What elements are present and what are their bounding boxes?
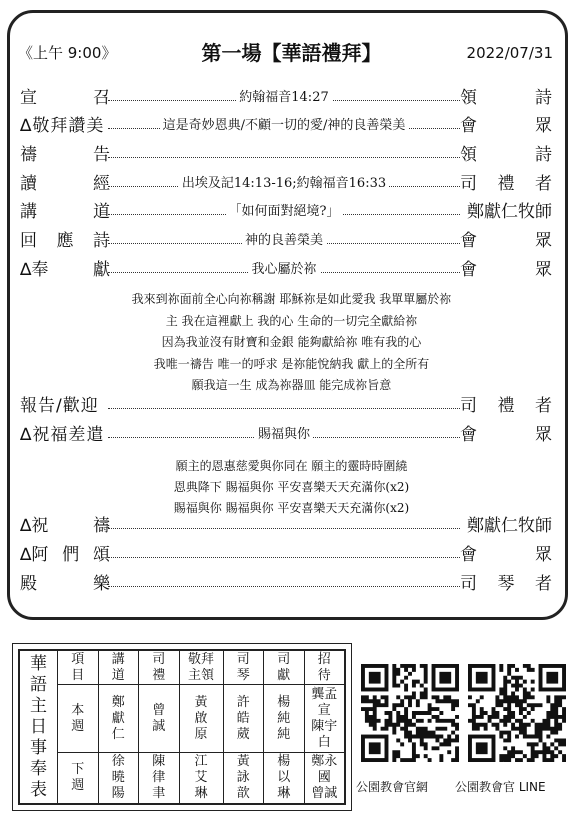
- order-item-content: [108, 423, 460, 447]
- order-item-label-part: ∆奉: [20, 260, 49, 280]
- order-item-role-part: 會: [460, 116, 477, 136]
- order-item-label-part: 獻: [93, 260, 110, 280]
- order-item-label-part: 禱: [20, 145, 37, 165]
- service-title: 第一場【華語禮拜】: [201, 41, 382, 65]
- order-row: [20, 514, 552, 538]
- order-item-content: [108, 86, 460, 110]
- order-item-role: [460, 86, 552, 110]
- order-row: [20, 543, 552, 567]
- order-item-label: [20, 543, 110, 567]
- order-item-content: [108, 114, 460, 138]
- order-item-role-part: 鄭獻仁牧師: [467, 202, 552, 222]
- dot-leader: [108, 586, 460, 587]
- order-item-role-part: 會: [460, 231, 477, 251]
- order-item-role: [460, 572, 552, 596]
- order-row: [20, 572, 552, 596]
- order-item-label-part: 殿: [20, 574, 37, 594]
- order-row: [20, 172, 552, 196]
- website-qr-code[interactable]: [361, 664, 459, 762]
- order-row: [20, 394, 552, 418]
- order-item-label: [20, 114, 110, 138]
- duty-next-week-pianist: 黃詠歆: [223, 752, 264, 803]
- order-item-content: [108, 200, 460, 224]
- order-item-role-part: 鄭獻仁牧師: [467, 516, 552, 536]
- order-item-role: [460, 143, 552, 167]
- order-row: [20, 258, 552, 282]
- order-item-label-part: 回: [20, 231, 37, 251]
- service-date: 2022/07/31: [466, 44, 553, 62]
- order-item-role-part: 者: [535, 174, 552, 194]
- order-item-role: [460, 114, 552, 138]
- order-item-label-part: 應: [56, 231, 74, 251]
- order-item-role: [460, 172, 552, 196]
- line-qr-label: 公園教會官 LINE: [455, 780, 546, 794]
- order-item-label: [20, 86, 110, 110]
- order-item-role-part: 禮: [497, 396, 515, 416]
- order-item-role: [460, 423, 552, 447]
- order-item-role-part: 會: [460, 545, 477, 565]
- duty-next-week-label: 下週: [58, 752, 99, 803]
- order-item-label: [20, 229, 110, 253]
- order-item-label-part: 宣: [20, 88, 37, 108]
- dot-leader: [108, 557, 460, 558]
- dot-leader: [108, 408, 460, 409]
- duty-roster-title: 華語主日事奉表: [20, 651, 58, 804]
- lyric-line: 願主的恩惠慈愛與你同在 願主的靈時時圍繞: [175, 459, 408, 473]
- lyric-line: 我唯一禱告 唯一的呼求 是祢能悅納我 獻上的全所有: [153, 356, 430, 371]
- order-item-label: [20, 514, 110, 538]
- order-row: [20, 143, 552, 167]
- dot-leader: [108, 157, 460, 158]
- order-item-label: [20, 423, 110, 447]
- order-item-label-part: 經: [93, 174, 110, 194]
- order-item-role-part: 司: [460, 174, 477, 194]
- order-item-label-part: ∆阿: [20, 545, 49, 565]
- order-item-role-part: 眾: [535, 116, 552, 136]
- duty-this-week-liturgist: 曾誠: [139, 685, 180, 753]
- order-item-role-part: 會: [460, 260, 477, 280]
- order-item-label: [20, 572, 110, 596]
- duty-header-item: 項目: [58, 651, 99, 685]
- order-item-role-part: 禮: [497, 174, 515, 194]
- order-row: [20, 423, 552, 447]
- duty-next-week-worship-leader: 江艾琳: [179, 752, 223, 803]
- order-item-role: [460, 543, 552, 567]
- order-item-role-part: 琴: [497, 574, 515, 594]
- order-item-role-part: 眾: [535, 260, 552, 280]
- order-item-content-text: 出埃及記14:13-16;約翰福音16:33: [179, 176, 389, 191]
- order-item-content-text: 我心屬於祢: [248, 262, 319, 277]
- order-row: [20, 229, 552, 253]
- order-item-content-text: 賜福與你: [255, 427, 313, 442]
- order-item-content-text: 約翰福音14:27: [236, 90, 331, 105]
- order-item-content: [108, 229, 460, 253]
- duty-next-week-sermon: 徐曉陽: [98, 752, 139, 803]
- lyric-line: 因為我並沒有財寶和金銀 能夠獻給祢 唯有我的心: [161, 335, 422, 349]
- duty-this-week-worship-leader: 黃啟原: [179, 685, 223, 753]
- lyric-line: 主 我在這裡獻上 我的心 生命的一切完全獻給祢: [165, 313, 418, 328]
- dot-leader: [108, 528, 460, 529]
- duty-header-liturgist: 司禮: [139, 651, 180, 685]
- duty-this-week-offering: 楊純純: [264, 685, 305, 753]
- order-item-label-part: 們: [62, 545, 80, 565]
- order-item-content: [108, 172, 460, 196]
- duty-this-week-label: 本週: [58, 685, 99, 753]
- duty-next-week-usher: 鄭永國 曾誠: [304, 752, 345, 803]
- order-item-role: [460, 258, 552, 282]
- lyric-line: 我來到祢面前全心向祢稱謝 耶穌祢是如此愛我 我單單屬於祢: [131, 292, 452, 306]
- order-item-role-part: 眾: [535, 425, 552, 445]
- service-time: 《上午 9:00》: [18, 44, 117, 62]
- order-item-label: [20, 394, 110, 418]
- order-item-label-part: 道: [93, 202, 110, 222]
- duty-header-worship-leader: 敬拜主領: [179, 651, 223, 685]
- order-item-role-part: 者: [535, 574, 552, 594]
- order-item-label: [20, 143, 110, 167]
- order-item-label-part: 講: [20, 202, 37, 222]
- duty-next-week-liturgist: 陳律聿: [139, 752, 180, 803]
- duty-this-week-usher: 龔孟宣 陳宇白: [304, 685, 345, 753]
- order-item-role-part: 者: [535, 396, 552, 416]
- order-item-role-part: 詩: [535, 145, 552, 165]
- order-item-label-part: 報告/歡迎: [20, 396, 99, 416]
- order-item-role-part: 司: [460, 574, 477, 594]
- order-item-role-part: 領: [460, 88, 477, 108]
- order-item-label: [20, 258, 110, 282]
- duty-header-usher: 招待: [304, 651, 345, 685]
- order-item-content: [108, 258, 460, 282]
- order-item-label-part: 禱: [93, 516, 110, 536]
- lyric-line: 賜福與你 賜福與你 平安喜樂天天充滿你(x2): [173, 501, 410, 515]
- duty-this-week-sermon: 鄭獻仁: [98, 685, 139, 753]
- order-item-label-part: 頌: [93, 545, 110, 565]
- line-qr-code[interactable]: [468, 664, 566, 762]
- order-item-role: [460, 200, 552, 224]
- lyric-line: 願我這一生 成為祢器皿 能完成祢旨意: [191, 378, 392, 392]
- order-item-role-part: 眾: [535, 231, 552, 251]
- order-item-role-part: 領: [460, 145, 477, 165]
- order-item-label-part: 詩: [93, 231, 110, 251]
- duty-this-week-pianist: 許皓葳: [223, 685, 264, 753]
- order-row: [20, 200, 552, 224]
- duty-next-week-offering: 楊以琳: [264, 752, 305, 803]
- order-item-role-part: 眾: [535, 545, 552, 565]
- order-item-label-part: 召: [93, 88, 110, 108]
- order-row: [20, 86, 552, 110]
- order-item-content-text: 這是奇妙恩典/不顧一切的愛/神的良善榮美: [160, 118, 409, 133]
- order-item-label-part: 告: [93, 145, 110, 165]
- order-item-label-part: ∆祝福差遣: [20, 425, 105, 445]
- duty-header-sermon: 講道: [98, 651, 139, 685]
- order-item-role: [460, 229, 552, 253]
- order-item-role-part: 詩: [535, 88, 552, 108]
- order-item-role: [460, 514, 552, 538]
- order-item-label: [20, 172, 110, 196]
- lyric-line: 恩典降下 賜福與你 平安喜樂天天充滿你(x2): [173, 480, 410, 494]
- order-item-label-part: ∆敬拜讚美: [20, 116, 105, 136]
- duty-roster: [12, 643, 352, 811]
- order-row: [20, 114, 552, 138]
- order-item-label-part: ∆祝: [20, 516, 49, 536]
- order-item-label: [20, 200, 110, 224]
- order-item-content-text: 「如何面對絕境?」: [226, 204, 343, 219]
- order-item-content-text: 神的良善榮美: [242, 233, 326, 248]
- order-item-role-part: 司: [460, 396, 477, 416]
- duty-header-pianist: 司琴: [223, 651, 264, 685]
- duty-header-offering: 司獻: [264, 651, 305, 685]
- website-qr-label: 公園教會官網: [356, 780, 429, 794]
- order-item-role-part: 會: [460, 425, 477, 445]
- order-item-label-part: 讀: [20, 174, 37, 194]
- order-item-label-part: 樂: [93, 574, 110, 594]
- order-item-role: [460, 394, 552, 418]
